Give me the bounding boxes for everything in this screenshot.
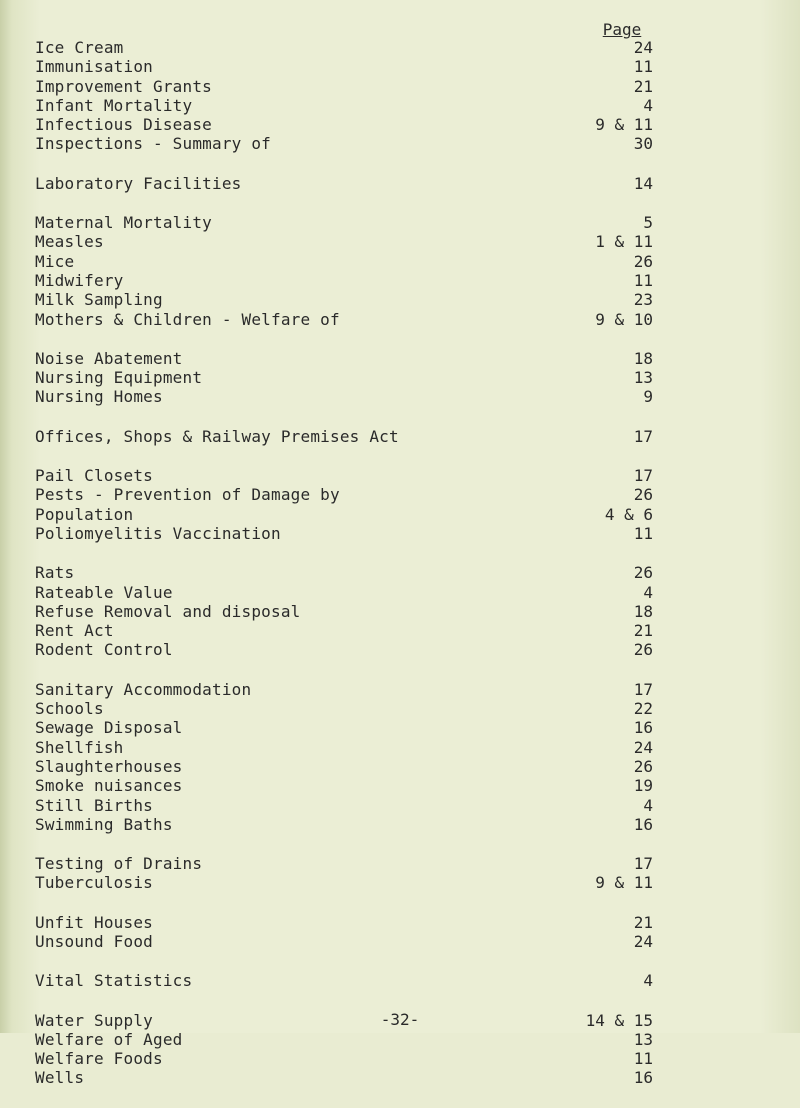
index-entry <box>35 349 665 368</box>
index-term: Rateable Value <box>35 582 173 602</box>
index-entry <box>35 854 665 873</box>
index-entry <box>35 563 665 582</box>
index-entry <box>35 1068 665 1087</box>
index-entry <box>35 524 665 543</box>
index-entry <box>35 115 665 134</box>
index-term: Pail Closets <box>35 466 153 486</box>
index-group <box>35 680 665 834</box>
index-page-ref: 26 <box>633 485 653 505</box>
index-group <box>35 174 665 193</box>
index-entry <box>35 505 665 524</box>
index-term: Mothers & Children - Welfare of <box>35 309 340 329</box>
index-entry <box>35 174 665 193</box>
index-entry <box>35 134 665 153</box>
index-entry <box>35 252 665 271</box>
index-page-ref: 18 <box>633 601 653 621</box>
index-term: Smoke nuisances <box>35 776 183 796</box>
index-page-ref: 21 <box>633 912 653 932</box>
index-entry <box>35 699 665 718</box>
index-group <box>35 427 665 446</box>
index-term: Noise Abatement <box>35 348 183 368</box>
index-page-ref: 4 <box>643 795 653 815</box>
index-term: Measles <box>35 232 104 252</box>
index-entry <box>35 971 665 990</box>
index-term: Schools <box>35 699 104 719</box>
index-page-ref: 9 <box>643 387 653 407</box>
index-page-ref: 16 <box>633 814 653 834</box>
index-group <box>35 971 665 990</box>
index-term: Testing of Drains <box>35 854 203 874</box>
index-page-ref: 18 <box>633 348 653 368</box>
page-number: -32- <box>380 1010 420 1029</box>
index-term: Welfare of Aged <box>35 1029 183 1049</box>
index-entry <box>35 213 665 232</box>
index-term: Poliomyelitis Vaccination <box>35 523 281 543</box>
index-entry <box>35 310 665 329</box>
index-term: Sewage Disposal <box>35 718 183 738</box>
index-term: Nursing Homes <box>35 387 163 407</box>
index-entry <box>35 815 665 834</box>
index-page-ref: 9 & 10 <box>595 309 653 329</box>
index-term: Immunisation <box>35 57 153 77</box>
index-page-ref: 17 <box>633 679 653 699</box>
index-group <box>35 38 665 154</box>
index-page-ref: 16 <box>633 1068 653 1088</box>
index-entry <box>35 271 665 290</box>
index-term: Swimming Baths <box>35 814 173 834</box>
index-group <box>35 213 665 329</box>
index-term: Laboratory Facilities <box>35 173 242 193</box>
index-term: Midwifery <box>35 270 124 290</box>
index-group <box>35 349 665 407</box>
index-page-ref: 26 <box>633 640 653 660</box>
index-term: Slaughterhouses <box>35 756 183 776</box>
index-term: Rats <box>35 563 75 583</box>
index-entry <box>35 427 665 446</box>
index-page-ref: 9 & 11 <box>595 873 653 893</box>
index-page-ref: 16 <box>633 718 653 738</box>
index-entry <box>35 38 665 57</box>
index-page-ref: 30 <box>633 134 653 154</box>
index-page-ref: 24 <box>633 38 653 57</box>
index-entry <box>35 796 665 815</box>
index-entry <box>35 466 665 485</box>
index-entry <box>35 640 665 659</box>
index-group <box>35 466 665 543</box>
index-term: Milk Sampling <box>35 290 163 310</box>
index-entry <box>35 77 665 96</box>
index-term: Infant Mortality <box>35 95 193 115</box>
subject-index <box>35 38 665 1108</box>
index-entry <box>35 738 665 757</box>
index-page-ref: 24 <box>633 737 653 757</box>
index-page-ref: 23 <box>633 290 653 310</box>
index-term: Offices, Shops & Railway Premises Act <box>35 426 399 446</box>
index-page-ref: 1 & 11 <box>595 232 653 252</box>
index-term: Inspections - Summary of <box>35 134 271 154</box>
index-term: Rent Act <box>35 621 114 641</box>
index-term: Sanitary Accommodation <box>35 679 252 699</box>
index-term: Still Births <box>35 795 153 815</box>
index-entry <box>35 932 665 951</box>
index-entry <box>35 621 665 640</box>
index-page-ref: 11 <box>633 1049 653 1069</box>
index-page-ref: 4 <box>643 582 653 602</box>
index-entry <box>35 96 665 115</box>
index-page-ref: 4 <box>643 971 653 991</box>
index-page-ref: 17 <box>633 426 653 446</box>
index-page-ref: 22 <box>633 699 653 719</box>
index-entry <box>35 387 665 406</box>
index-entry <box>35 583 665 602</box>
index-entry <box>35 602 665 621</box>
index-page-ref: 17 <box>633 466 653 486</box>
index-entry <box>35 1049 665 1068</box>
index-term: Improvement Grants <box>35 76 212 96</box>
index-page-ref: 11 <box>633 57 653 77</box>
index-group <box>35 563 665 659</box>
index-term: Population <box>35 504 134 524</box>
index-page-ref: 26 <box>633 251 653 271</box>
index-term: Ice Cream <box>35 38 124 57</box>
index-group <box>35 913 665 952</box>
index-entry <box>35 913 665 932</box>
index-page-ref: 13 <box>633 1029 653 1049</box>
index-page-ref: 5 <box>643 213 653 233</box>
index-term: Unsound Food <box>35 931 153 951</box>
index-entry <box>35 368 665 387</box>
index-entry <box>35 680 665 699</box>
page-column-heading: Page <box>602 20 642 39</box>
index-entry <box>35 485 665 504</box>
index-page-ref: 4 & 6 <box>604 504 653 524</box>
index-term: Tuberculosis <box>35 873 153 893</box>
index-page-ref: 11 <box>633 270 653 290</box>
index-page-ref: 14 & 15 <box>585 1010 653 1030</box>
index-page-ref: 11 <box>633 523 653 543</box>
index-term: Water Supply <box>35 1010 153 1030</box>
index-term: Vital Statistics <box>35 971 193 991</box>
index-entry <box>35 290 665 309</box>
index-term: Unfit Houses <box>35 912 153 932</box>
index-entry <box>35 757 665 776</box>
index-page-ref: 26 <box>633 563 653 583</box>
index-entry <box>35 776 665 795</box>
index-entry <box>35 232 665 251</box>
index-page-ref: 17 <box>633 854 653 874</box>
index-term: Shellfish <box>35 737 124 757</box>
index-term: Maternal Mortality <box>35 213 212 233</box>
index-term: Welfare Foods <box>35 1049 163 1069</box>
index-term: Infectious Disease <box>35 115 212 135</box>
index-term: Refuse Removal and disposal <box>35 601 301 621</box>
index-term: Rodent Control <box>35 640 173 660</box>
index-page-ref: 26 <box>633 756 653 776</box>
index-page-ref: 9 & 11 <box>595 115 653 135</box>
index-term: Wells <box>35 1068 85 1088</box>
index-page-ref: 21 <box>633 76 653 96</box>
index-page-ref: 14 <box>633 173 653 193</box>
index-group <box>35 854 665 893</box>
index-entry <box>35 718 665 737</box>
index-entry <box>35 57 665 76</box>
index-term: Mice <box>35 251 75 271</box>
index-term: Nursing Equipment <box>35 368 203 388</box>
index-page-ref: 21 <box>633 621 653 641</box>
index-page-ref: 13 <box>633 368 653 388</box>
index-page-ref: 19 <box>633 776 653 796</box>
index-page-ref: 4 <box>643 95 653 115</box>
index-term: Pests - Prevention of Damage by <box>35 485 340 505</box>
index-entry <box>35 873 665 892</box>
index-page-ref: 24 <box>633 931 653 951</box>
